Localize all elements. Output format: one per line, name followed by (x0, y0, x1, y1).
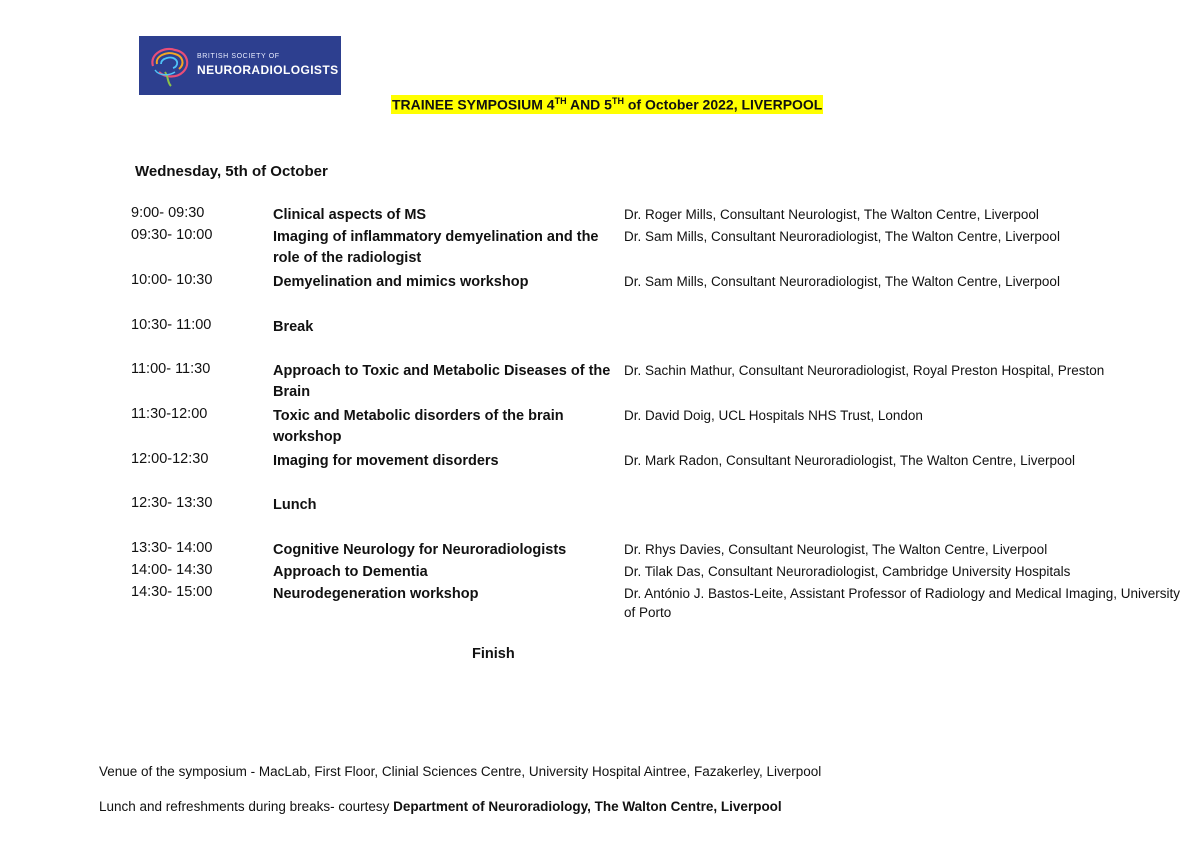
row-topic: Demyelination and mimics workshop (273, 274, 529, 290)
logo-line-2: NEURORADIOLOGISTS (197, 63, 339, 77)
row-topic: Toxic and Metabolic disorders of the brain workshop (273, 408, 564, 445)
lunch-note-prefix: Lunch and refreshments during breaks- courtesy (99, 799, 394, 814)
brain-logo-icon (145, 42, 195, 88)
row-time: 14:00- 14:30 (131, 562, 213, 578)
row-speaker: Dr. Sachin Mathur, Consultant Neuroradiologist, Royal Preston Hospital, Preston (624, 363, 1105, 378)
row-speaker: Dr. Sam Mills, Consultant Neuroradiologist, The Walton Centre, Liverpool (624, 274, 1060, 289)
row-topic: Approach to Toxic and Metabolic Diseases of the Brain (273, 363, 611, 400)
row-time: 10:00- 10:30 (131, 272, 213, 288)
row-time: 11:00- 11:30 (131, 361, 211, 377)
row-time: 9:00- 09:30 (131, 205, 205, 221)
row-speaker: Dr. Mark Radon, Consultant Neuroradiologist, The Walton Centre, Liverpool (624, 453, 1075, 468)
row-topic: Clinical aspects of MS (273, 207, 427, 223)
row-time: 14:30- 15:00 (131, 584, 213, 600)
finish-label: Finish (472, 646, 515, 662)
row-speaker: Dr. Rhys Davies, Consultant Neurologist, The Walton Centre, Liverpool (624, 542, 1048, 557)
logo-line-1: BRITISH SOCIETY OF (197, 53, 280, 60)
row-topic: Break (273, 319, 314, 335)
row-topic: Approach to Dementia (273, 564, 428, 580)
row-time: 13:30- 14:00 (131, 540, 213, 556)
row-time: 12:00-12:30 (131, 451, 209, 467)
row-topic: Imaging for movement disorders (273, 453, 499, 469)
row-time: 09:30- 10:00 (131, 227, 213, 243)
row-topic: Neurodegeneration workshop (273, 586, 479, 602)
bsnr-logo (139, 36, 341, 95)
row-topic: Imaging of inflammatory demyelination and the role of the radiologist (273, 229, 599, 266)
row-topic: Lunch (273, 497, 317, 513)
row-time: 11:30-12:00 (131, 406, 208, 422)
row-speaker: Dr. Sam Mills, Consultant Neuroradiologist, The Walton Centre, Liverpool (624, 229, 1060, 244)
row-speaker: Dr. Tilak Das, Consultant Neuroradiologist, Cambridge University Hospitals (624, 564, 1071, 579)
row-topic: Cognitive Neurology for Neuroradiologists (273, 542, 567, 558)
venue-note: Venue of the symposium - MacLab, First Floor, Clinial Sciences Centre, University Hospital Aintree, Fazakerley, Liverpool (99, 764, 822, 779)
symposium-title: TRAINEE SYMPOSIUM 4TH AND 5TH of October 2022, LIVERPOOL (392, 96, 823, 113)
row-speaker: Dr. António J. Bastos-Leite, Assistant Professor of Radiology and Medical Imaging, University of Porto (624, 586, 1181, 620)
lunch-note (99, 799, 782, 814)
lunch-note-sponsor: Department of Neuroradiology, The Walton Centre, Liverpool (393, 799, 782, 814)
row-time: 10:30- 11:00 (131, 317, 212, 333)
row-time: 12:30- 13:30 (131, 495, 213, 511)
row-speaker: Dr. Roger Mills, Consultant Neurologist, The Walton Centre, Liverpool (624, 207, 1039, 222)
row-speaker: Dr. David Doig, UCL Hospitals NHS Trust, London (624, 408, 923, 423)
day-heading: Wednesday, 5th of October (135, 163, 328, 180)
